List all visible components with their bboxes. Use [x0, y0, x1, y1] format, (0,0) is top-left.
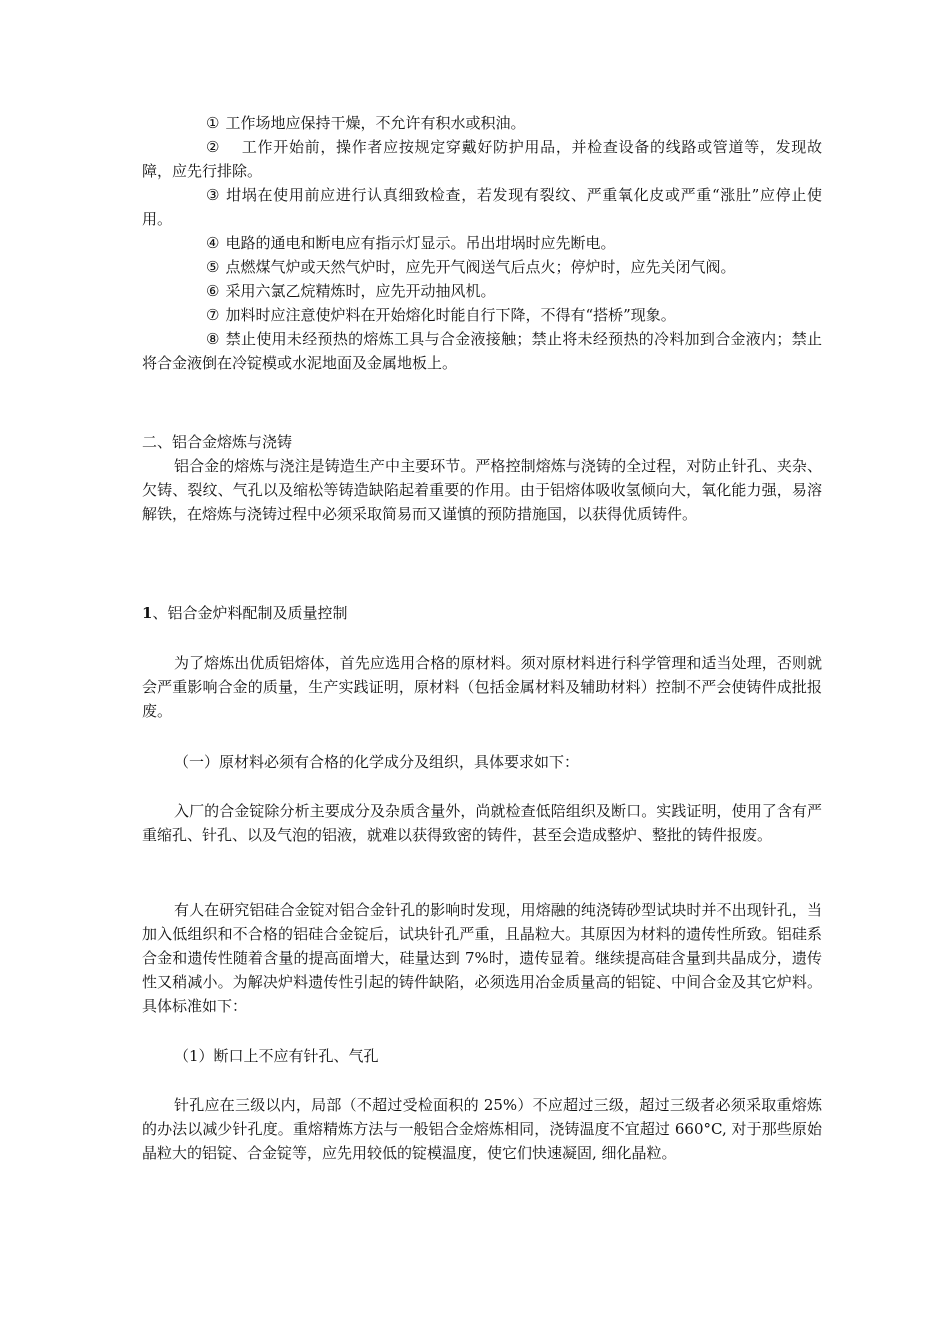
paragraph: 有人在研究铝硅合金锭对铝合金针孔的影响时发现，用熔融的纯浇铸砂型试块时并不出现针孔，当加入低组织和不合格的铝硅合金锭后，试块针孔严重，且晶粒大。其原因为材料的遗传性所致。铝硅系合金和遗传性随着含量的提高面增大，硅量达到 7%时，遗传显着。继续提高硅含量到共晶成分，遗传性又稍减小。为解决炉料遗传性引起的铸件缺陷，必须选用冶金质量高的铝锭、中间合金及其它炉料。具体标准如下： — [142, 901, 822, 1015]
safety-rule-3 — [142, 183, 822, 231]
rule-text: 点燃煤气炉或天然气炉时，应先开气阀送气后点火；停炉时，应先关闭气阀。 — [225, 258, 736, 276]
subheading: （一）原材料必须有合格的化学成分及组织，具体要求如下： — [174, 753, 580, 771]
safety-rule-8 — [142, 327, 822, 375]
paragraph: 铝合金的熔炼与浇注是铸造生产中主要环节。严格控制熔炼与浇铸的全过程，对防止针孔、夹杂、欠铸、裂纹、气孔以及缩松等铸造缺陷起着重要的作用。由于铝熔体吸收氢倾向大，氧化能力强，易溶解铁，在熔炼与浇铸过程中必须采取简易而又谨慎的预防措施国，以获得优质铸件。 — [142, 457, 822, 523]
rule-number: ⑥ — [206, 282, 220, 300]
rule-number: ⑦ — [206, 306, 220, 324]
subsection-title: 、铝合金炉料配制及质量控制 — [152, 604, 348, 622]
safety-rule-4 — [142, 231, 822, 255]
rule-number: ⑤ — [206, 258, 220, 276]
paragraph: 针孔应在三级以内，局部（不超过受检面积的 25%）不应超过三级，超过三级者必须采取重熔炼的办法以减少针孔度。重熔精炼方法与一般铝合金熔炼相同，浇铸温度不宜超过 660°C, 对于那些原始晶粒大的铝锭、合金锭等，应先用较低的锭模温度，使它们快速凝固, 细化晶粒。 — [142, 1096, 822, 1162]
safety-rule-2 — [142, 135, 822, 183]
rule-number: ③ — [206, 186, 220, 204]
subheading: （1）断口上不应有针孔、气孔 — [174, 1047, 379, 1065]
section-body — [142, 454, 822, 526]
rule-text: 工作场地应保持干燥，不允许有积水或积油。 — [225, 114, 526, 132]
rule-number: ② — [206, 138, 220, 156]
subsection-body — [142, 651, 822, 723]
paragraph-block — [142, 1093, 822, 1165]
safety-rule-7 — [142, 303, 822, 327]
rule-text: 电路的通电和断电应有指示灯显示。吊出坩埚时应先断电。 — [225, 234, 616, 252]
safety-rule-5 — [142, 255, 822, 279]
rule-number: ① — [206, 114, 220, 132]
section-heading: 二、铝合金熔炼与浇铸 — [142, 433, 293, 451]
safety-rule-1 — [142, 111, 822, 135]
paragraph: 为了熔炼出优质铝熔体，首先应选用合格的原材料。须对原材料进行科学管理和适当处理，否则就会严重影响合金的质量，生产实践证明，原材料（包括金属材料及辅助材料）控制不严会使铸件成批报废。 — [142, 654, 822, 720]
safety-rule-6 — [142, 279, 822, 303]
rule-text: 禁止使用未经预热的熔炼工具与合金液接触；禁止将未经预热的冷料加到合金液内；禁止将合金液倒在冷锭模或水泥地面及金属地板上。 — [142, 330, 822, 372]
rule-text: 坩埚在使用前应进行认真细致检查，若发现有裂纹、严重氧化皮或严重“涨肚”应停止使用。 — [142, 186, 822, 228]
paragraph-block — [142, 898, 822, 1018]
subsection-number: 1 — [142, 604, 153, 622]
rule-text: 采用六氯乙烷精炼时，应先开动抽风机。 — [225, 282, 496, 300]
paragraph: 入厂的合金锭除分析主要成分及杂质含量外，尚就检查低陪组织及断口。实践证明，使用了含有严重缩孔、针孔、以及气泡的铝液，就难以获得致密的铸件，甚至会造成整炉、整批的铸件报废。 — [142, 802, 822, 844]
rule-number: ⑧ — [206, 330, 220, 348]
rule-text: 加料时应注意使炉料在开始熔化时能自行下降，不得有“搭桥”现象。 — [225, 306, 676, 324]
subsection-heading — [142, 601, 822, 625]
paragraph-block — [142, 799, 822, 847]
rule-text: 工作开始前，操作者应按规定穿戴好防护用品，并检查设备的线路或管道等，发现故障，应先行排除。 — [142, 138, 822, 180]
rule-number: ④ — [206, 234, 220, 252]
safety-rules-list — [142, 111, 822, 375]
